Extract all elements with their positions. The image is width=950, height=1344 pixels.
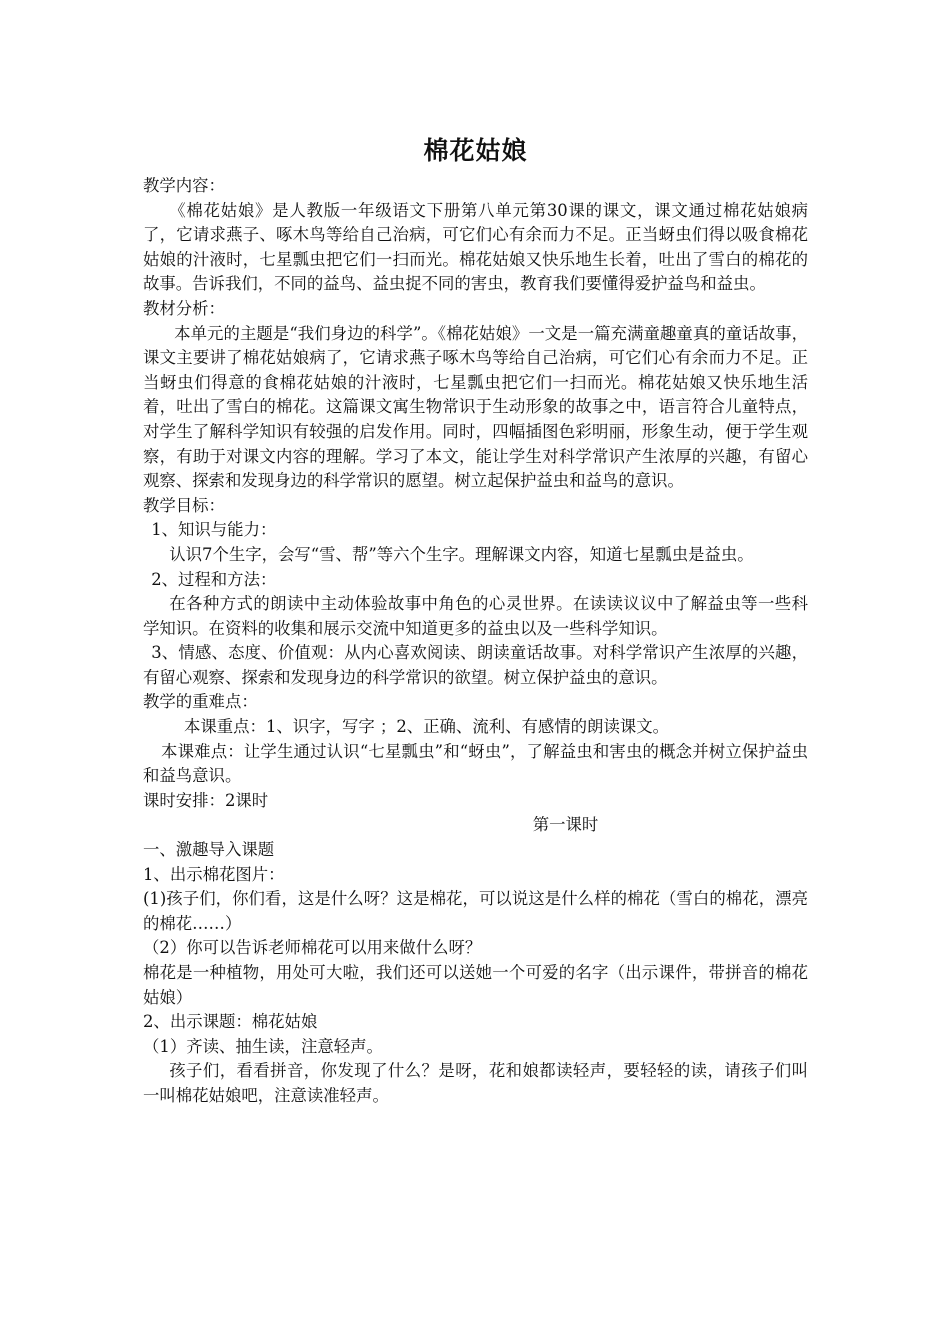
section-heading-analysis: 教材分析： xyxy=(143,298,225,318)
objective-heading-knowledge: 1、知识与能力： xyxy=(151,520,277,540)
objective-heading-process: 2、过程和方法： xyxy=(151,569,277,589)
section-heading-objectives: 教学目标： xyxy=(143,495,225,515)
step-question-2: （2）你可以告诉老师棉花可以用来做什么呀？ xyxy=(143,938,482,958)
step-cotton-text: 棉花是一种植物，用处可大啦，我们还可以送她一个可爱的名字（出示课件，带拼音的棉花姑娘） xyxy=(143,963,808,1007)
step-read-aloud: （1）齐读、抽生读，注意轻声。 xyxy=(143,1036,383,1056)
step-show-picture: 1、出示棉花图片： xyxy=(143,864,285,884)
step-pinyin-text: 孩子们，看看拼音，你发现了什么？是呀，花和娘都读轻声，要轻轻的读，请孩子们叫一叫棉花姑娘吧，注意读准轻声。 xyxy=(143,1061,808,1105)
objective-process-text: 在各种方式的朗读中主动体验故事中角色的心灵世界。在读读议议中了解益虫等一些科学知识。在资料的收集和展示交流中知道更多的益虫以及一些科学知识。 xyxy=(143,594,808,638)
objective-knowledge-text: 认识7个生字，会写“雪、帮”等六个生字。理解课文内容，知道七星瓢虫是益虫。 xyxy=(169,544,754,564)
document-title: 棉花姑娘 xyxy=(423,136,528,165)
document-page xyxy=(143,128,808,1109)
step-heading-intro: 一、激趣导入课题 xyxy=(143,840,275,860)
schedule-text: 课时安排：2课时 xyxy=(143,790,269,810)
step-question-1: (1)孩子们，你们看，这是什么呀？这是棉花，可以说这是什么样的棉花（雪白的棉花，漂亮的棉花……） xyxy=(143,889,808,933)
section-heading-content: 教学内容： xyxy=(143,176,225,195)
paragraph-analysis: 本单元的主题是“我们身边的科学”。《棉花姑娘》一文是一篇充满童趣童真的童话故事，课文主要讲了棉花姑娘病了，它请求燕子啄木鸟等给自己治病，可它们心有余而力不足。正当蚜虫们得意的食棉花姑娘的汁液时，七星瓢虫把它们一扫而光。棉花姑娘又快乐地生活着，吐出了雪白的棉花。这篇课文寓生物常识于生动形象的故事之中，语言符合儿童特点，对学生了解科学知识有较强的启发作用。同时，四幅插图色彩明丽，形象生动，便于学生观察，有助于对课文内容的理解。学习了本文，能让学生对科学常识产生浓厚的兴趣，有留心观察、探索和发现身边的科学常识的愿望。树立起保护益虫和益鸟的意识。 xyxy=(143,323,808,491)
paragraph-content: 《棉花姑娘》是人教版一年级语文下册第八单元第30课的课文，课文通过棉花姑娘病了，它请求燕子、啄木鸟等给自己治病，可它们心有余而力不足。正当蚜虫们得以吸食棉花姑娘的汁液时，七星瓢虫把它们一扫而光。棉花姑娘又快乐地生长着，吐出了雪白的棉花的故事。告诉我们，不同的益鸟、益虫捉不同的害虫，教育我们要懂得爱护益鸟和益虫。 xyxy=(143,200,808,294)
difficult-points-text: 本课难点：让学生通过认识“七星瓢虫”和“蚜虫”，了解益虫和害虫的概念并树立保护益虫和益鸟意识。 xyxy=(143,741,808,786)
objective-emotion-text: 3、情感、态度、价值观：从内心喜欢阅读、朗读童话故事。对科学常识产生浓厚的兴趣，有留心观察、探索和发现身边的科学常识的欲望。树立保护益虫的意识。 xyxy=(143,643,808,687)
key-points-text: 本课重点：1、识字，写字 ；2、正确、流利、有感情的朗读课文。 xyxy=(184,717,670,737)
lesson-heading: 第一课时 xyxy=(532,815,599,835)
section-heading-key-points: 教学的重难点： xyxy=(143,692,258,712)
step-show-title: 2、出示课题：棉花姑娘 xyxy=(143,1012,318,1032)
